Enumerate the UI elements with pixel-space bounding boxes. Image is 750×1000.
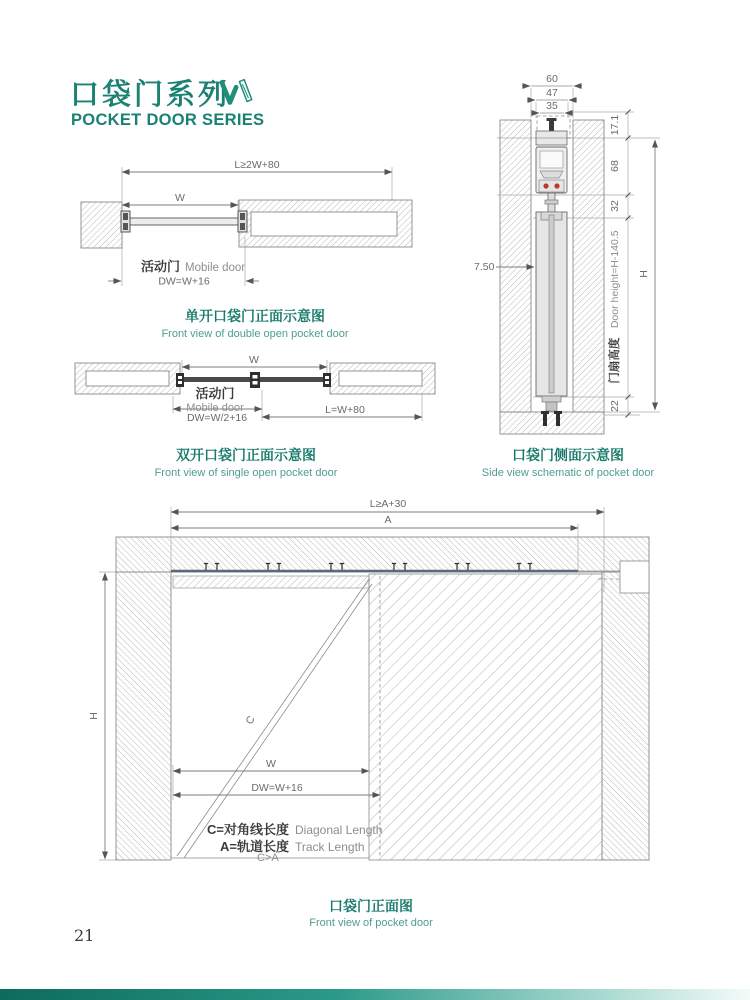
dim-label-height: H	[88, 712, 100, 720]
diagram-side-view-drawing	[474, 73, 660, 434]
floor-sill-section	[500, 412, 604, 434]
door-head-strip	[173, 576, 369, 588]
dim-label-panel-thickness: 7.50	[474, 261, 495, 273]
dim-label-width: W	[266, 758, 276, 770]
dim-label-32: 32	[609, 200, 621, 212]
dim-label-length: L≥2W+80	[234, 159, 280, 171]
dim-label-22: 22	[609, 400, 621, 412]
caption-text: 双开口袋门正面示意图	[176, 447, 316, 463]
page-title: 口袋门系列	[70, 79, 231, 111]
rule-note: C>A	[257, 852, 279, 864]
dim-label-68: 68	[609, 160, 621, 172]
caption-text: 口袋门正面图	[329, 898, 413, 914]
caption-text: Front view of pocket door	[309, 917, 433, 929]
header-beam	[116, 537, 649, 572]
mobile-door-label-zh: 活动门	[141, 259, 181, 274]
dim-label-door-width: DW=W/2+16	[186, 412, 248, 424]
dim-label-height: H	[638, 270, 650, 278]
left-wall-section	[500, 120, 531, 412]
door-height-label: 门扇高度 Door height=H-140.5	[609, 230, 621, 384]
caption-text: Front view of single open pocket door	[154, 467, 338, 479]
diagonal-line	[184, 584, 372, 858]
caption-side-view-zh	[512, 445, 624, 465]
roller-indicator	[543, 183, 548, 188]
caption-double-open-en	[161, 324, 348, 342]
left-pocket-cavity	[86, 371, 169, 386]
caption-side-view-en	[482, 463, 654, 481]
diagonal-line	[177, 579, 369, 856]
pocket-cavity	[251, 212, 397, 236]
page-number: 21	[74, 926, 95, 945]
diagonal-note-en: Diagonal Length	[294, 823, 383, 837]
right-wall-section	[573, 120, 604, 412]
mobile-door-label	[186, 383, 243, 414]
caption-front-view-en	[309, 913, 433, 931]
mobile-door-label-en: Mobile door	[185, 262, 246, 274]
caption-double-open-zh	[185, 306, 325, 326]
dim-label-diagonal: C	[243, 713, 258, 727]
track-length-note	[220, 836, 365, 855]
dim-label-door-width: DW=W+16	[158, 275, 210, 288]
caption-text: 口袋门侧面示意图	[512, 447, 624, 463]
mobile-door-label-zh: 活动门	[195, 386, 235, 401]
diagram-double-open-drawing	[81, 159, 412, 288]
diagram-front-view-drawing	[88, 498, 649, 860]
track-note-zh: A=轨道长度	[220, 839, 289, 854]
brand-logo-w-icon	[219, 77, 257, 107]
diagram-single-open-drawing	[75, 354, 435, 424]
left-wall	[116, 572, 171, 860]
footer-gradient-bar	[0, 989, 750, 1000]
door-panel-section	[536, 212, 567, 396]
caption-single-open-en	[155, 463, 338, 481]
dim-label-17: 17.1	[609, 114, 621, 136]
track-assembly	[536, 118, 567, 212]
right-pocket-cavity	[339, 371, 422, 386]
dim-label-length: L≥A+30	[369, 498, 407, 510]
dim-label-length: L=W+80	[325, 404, 365, 416]
caption-text: Side view schematic of pocket door	[481, 467, 655, 479]
left-wall	[81, 202, 122, 248]
mobile-door-label-en: Mobile door	[186, 402, 244, 414]
track-note-en: Track Length	[294, 840, 365, 854]
wall-notch-detail	[620, 561, 649, 593]
caption-text: Front view of double open pocket door	[161, 328, 349, 340]
page-subtitle: POCKET DOOR SERIES	[71, 111, 265, 129]
roller-indicator	[554, 183, 559, 188]
dim-label-door-width: DW=W+16	[251, 782, 303, 794]
dim-label-35: 35	[546, 100, 558, 112]
dim-label-width: W	[175, 192, 185, 204]
dim-label-track: A	[384, 514, 392, 526]
dim-label-60: 60	[546, 73, 558, 85]
pocket-cavity-wall	[369, 574, 602, 860]
door-panel	[126, 218, 245, 225]
right-wall	[602, 572, 649, 860]
caption-text: 单开口袋门正面示意图	[185, 308, 325, 324]
caption-single-open-zh	[176, 445, 316, 465]
mobile-door-label	[141, 256, 245, 275]
diagonal-note-zh: C=对角线长度	[207, 822, 289, 837]
dim-label-width: W	[249, 354, 259, 366]
dim-label-47: 47	[546, 87, 558, 99]
